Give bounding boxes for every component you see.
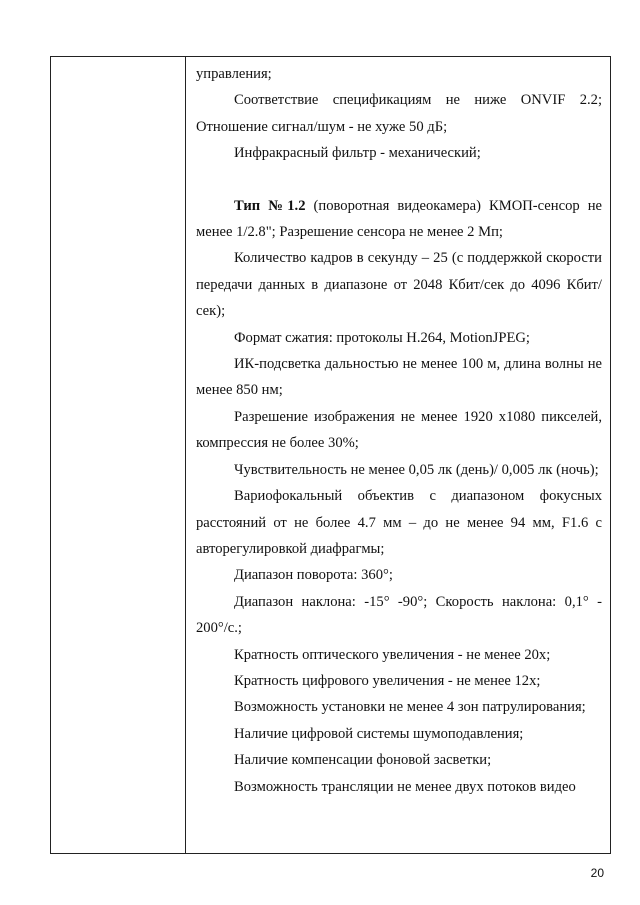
paragraph-text: Соответствие спецификациям не ниже ONVIF 2.2; Отношение сигнал/шум - не хуже 50 дБ; [196, 92, 602, 135]
table-right-column [186, 57, 610, 853]
spec-paragraph [196, 694, 602, 720]
paragraph-text: Формат сжатия: протоколы H.264, MotionJPEG; [234, 329, 530, 346]
spec-paragraph [196, 140, 602, 166]
spec-paragraph [196, 721, 602, 747]
paragraph-text: Диапазон наклона: -15° -90°; Скорость наклона: 0,1° - 200°/с.; [196, 593, 602, 637]
paragraph-text: Возможность трансляции не менее двух потоков видео [234, 778, 576, 795]
type-heading: Тип №1.2 [234, 197, 306, 214]
paragraph-text: Кратность оптического увеличения - не менее 20х; [234, 646, 551, 663]
spec-paragraph [196, 747, 602, 773]
spec-paragraph [196, 325, 602, 351]
paragraph-text: Вариофокальный объектив с диапазоном фокусных расстояний от не более 4.7 мм – до не менее 94 мм, F1.6 с авторегулировкой диафрагмы; [196, 488, 602, 557]
blank-line [196, 167, 602, 193]
spec-paragraph [196, 642, 602, 668]
page-number: 20 [590, 866, 604, 880]
spec-paragraph [196, 457, 602, 483]
paragraph-text: Чувствительность не менее 0,05 лк (день)/ 0,005 лк (ночь); [234, 461, 599, 478]
spec-table [50, 56, 611, 854]
spec-paragraph [196, 404, 602, 457]
spec-paragraph [196, 668, 602, 694]
paragraph-text: Возможность установки не менее 4 зон патрулирования; [234, 699, 586, 716]
spec-paragraph [196, 562, 602, 588]
paragraph-text: Наличие цифровой системы шумоподавления; [234, 725, 524, 742]
spec-paragraph [196, 193, 602, 246]
spec-paragraph [196, 589, 602, 642]
paragraph-text: Диапазон поворота: 360°; [234, 567, 393, 584]
spec-paragraph [196, 351, 602, 404]
paragraph-text: (поворотная видеокамера) КМОП-сенсор не менее 1/2.8"; Разрешение сенсора не менее 2 Мп; [196, 197, 602, 241]
spec-paragraph [196, 87, 602, 140]
paragraph-text: управления; [196, 66, 272, 82]
paragraph-text: Разрешение изображения не менее 1920 x1080 пикселей, компрессия не более 30%; [196, 408, 602, 452]
paragraph-text: Инфракрасный фильтр - механический; [234, 145, 481, 162]
spec-paragraph [196, 245, 602, 324]
spec-paragraph [196, 774, 602, 800]
spec-paragraph [196, 61, 602, 87]
paragraph-text: Количество кадров в секунду – 25 (с поддержкой скорости передачи данных в диапазоне от 2048 Кбит/сек до 4096 Кбит/сек); [196, 250, 602, 320]
paragraph-text: Наличие компенсации фоновой засветки; [234, 752, 492, 769]
spec-paragraph [196, 483, 602, 562]
paragraph-text: ИК-подсветка дальностью не менее 100 м, длина волны не менее 850 нм; [196, 356, 602, 399]
table-left-column [51, 57, 186, 853]
paragraph-text: Кратность цифрового увеличения - не менее 12х; [234, 672, 541, 689]
